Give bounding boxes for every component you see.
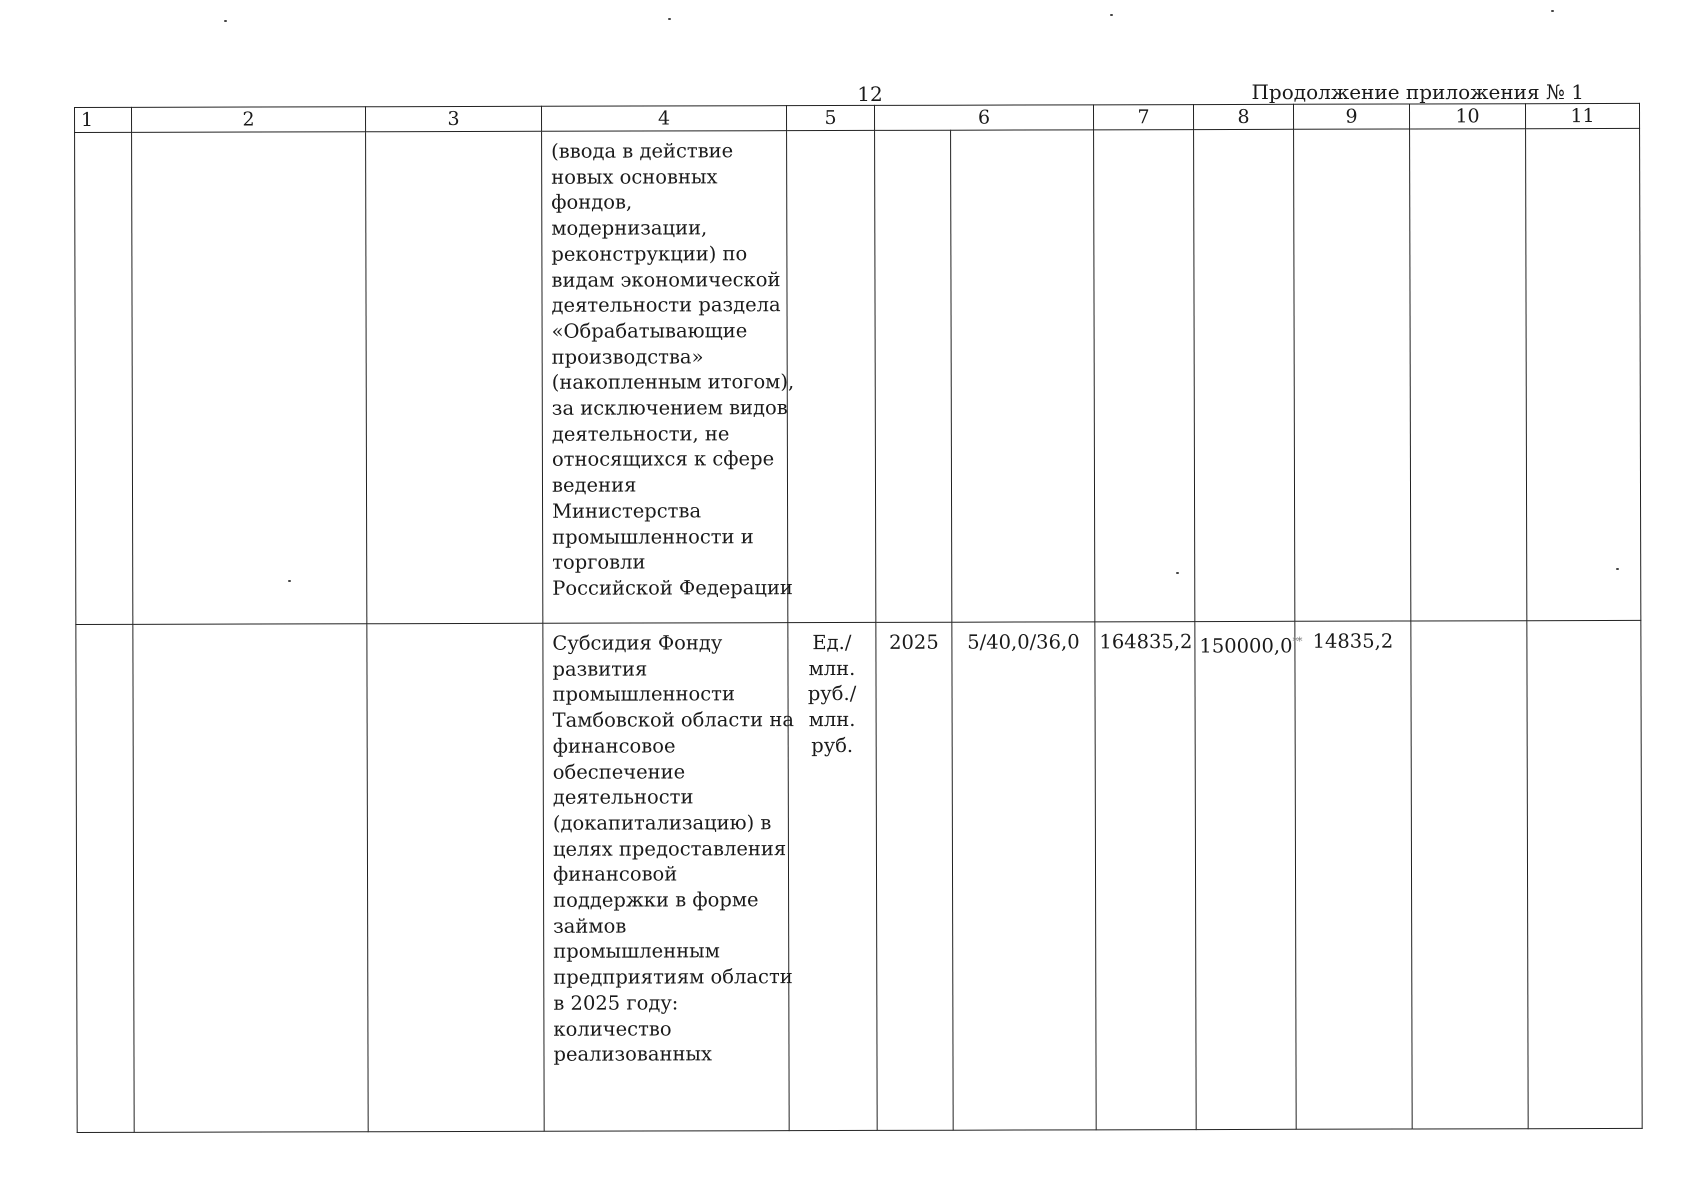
description-line: промышленности	[552, 682, 735, 707]
col-header-2: 2	[132, 107, 366, 133]
description-line: Субсидия Фонду	[552, 631, 723, 655]
col-header-10: 10	[1409, 104, 1525, 129]
description-line: торговли	[552, 550, 646, 574]
scan-speck	[668, 18, 671, 20]
col-header-7: 7	[1093, 105, 1193, 130]
description-line: финансовое	[552, 734, 676, 758]
federal-funding-cell	[1195, 621, 1302, 1129]
regional-funding-cell: 14835,2	[1295, 621, 1412, 1129]
description-line: промышленным	[553, 939, 720, 964]
cell-empty	[875, 130, 952, 622]
cell-empty	[787, 130, 876, 622]
unit-line: млн.	[808, 656, 856, 680]
cell-empty	[132, 132, 367, 625]
description-line: (докапитализацию) в	[552, 811, 772, 835]
cell-empty	[75, 132, 133, 624]
description-line: промышленности и	[552, 524, 754, 549]
col-header-9: 9	[1293, 104, 1409, 129]
cell-empty	[951, 130, 1095, 622]
indicator-description	[542, 131, 795, 624]
description-line: реализованных	[553, 1042, 713, 1066]
description-line: целях предоставления	[552, 836, 787, 861]
federal-funding-value: 150000,0	[1199, 634, 1293, 658]
unit-line: млн.	[808, 708, 856, 732]
indicator-description	[543, 623, 794, 1132]
col-header-1: 1	[75, 107, 132, 132]
description-line: предприятиям области	[553, 965, 793, 989]
description-line: количество	[553, 1016, 672, 1041]
description-line: деятельности, не	[551, 422, 730, 446]
footnote-mark: **	[1292, 634, 1302, 648]
description-line: Министерства	[552, 499, 702, 523]
description-line: производства»	[551, 344, 704, 369]
description-line: поддержки в форме	[553, 888, 759, 912]
description-line: в 2025 году:	[553, 991, 679, 1015]
cell-empty	[1294, 129, 1411, 621]
description-line: займов	[553, 914, 627, 938]
unit-line: руб./	[807, 682, 857, 706]
scan-speck	[1110, 14, 1113, 16]
scan-speck	[1176, 572, 1179, 574]
cell-empty	[133, 624, 368, 1133]
cell-empty	[1526, 128, 1641, 620]
description-line: Российской Федерации	[552, 576, 793, 600]
table-row	[75, 128, 1641, 624]
cell-empty	[366, 131, 543, 623]
col-header-5: 5	[786, 105, 874, 130]
unit-of-measure	[788, 622, 877, 1130]
description-line: реконструкции) по	[551, 242, 748, 266]
appendix-table	[74, 103, 1643, 1133]
description-line: обеспечение	[552, 759, 686, 784]
description-line: ведения	[551, 473, 637, 497]
page-number: 12	[857, 82, 883, 106]
cell-empty	[76, 624, 134, 1132]
description-line: фондов,	[551, 190, 633, 215]
description-line: новых основных	[551, 165, 718, 189]
unit-line: Ед./	[812, 630, 852, 655]
col-header-4: 4	[541, 106, 786, 132]
description-line: видам экономической	[551, 267, 781, 292]
description-line: (накопленным итогом),	[551, 370, 795, 395]
col-header-8: 8	[1193, 104, 1293, 129]
description-line: «Обрабатывающие	[551, 319, 748, 343]
unit-line: руб.	[811, 733, 854, 757]
description-line: относящихся к сфере	[551, 447, 775, 472]
description-line: деятельности	[552, 785, 694, 809]
description-line: развития	[552, 657, 648, 681]
total-funding-cell: 164835,2	[1095, 622, 1196, 1130]
cell-empty	[1410, 129, 1527, 621]
description-line: деятельности раздела	[551, 293, 781, 317]
scan-speck	[1616, 568, 1619, 570]
col-header-6: 6	[874, 105, 1093, 131]
scan-speck	[224, 20, 227, 22]
cell-empty	[1411, 621, 1528, 1129]
description-line: модернизации,	[551, 216, 708, 240]
scan-speck	[288, 580, 291, 582]
target-values-cell: 5/40,0/36,0	[952, 622, 1096, 1130]
col-header-3: 3	[366, 106, 542, 131]
col-header-11: 11	[1525, 103, 1639, 128]
description-line: финансовой	[552, 862, 678, 887]
cell-empty	[1527, 620, 1642, 1128]
year-cell: 2025	[876, 622, 953, 1130]
continuation-label: Продолжение приложения № 1	[1251, 80, 1584, 104]
description-line: (ввода в действие	[551, 139, 734, 163]
scan-speck	[1551, 10, 1554, 12]
description-line: за исключением видов	[551, 396, 788, 420]
cell-empty	[367, 623, 544, 1131]
cell-empty	[1194, 129, 1295, 621]
table-row	[76, 620, 1642, 1132]
cell-empty	[1094, 130, 1195, 622]
description-line: Тамбовской области на	[552, 708, 794, 732]
